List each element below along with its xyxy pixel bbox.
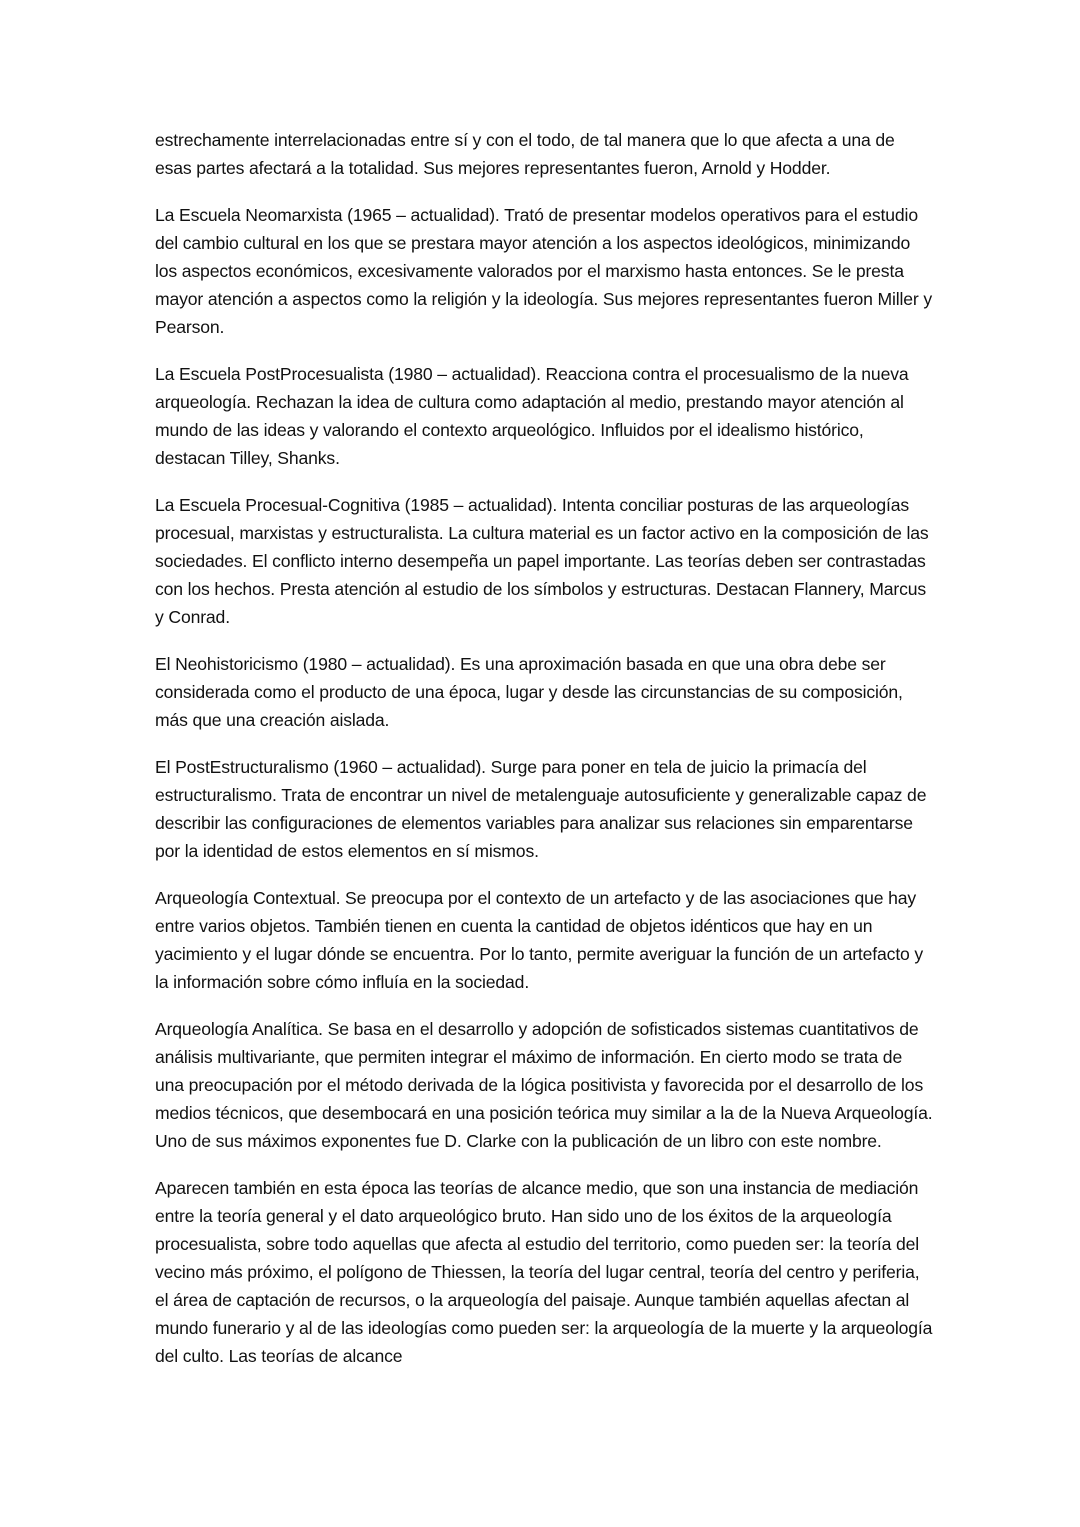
paragraph-contextual-archaeology: Arqueología Contextual. Se preocupa por el contexto de un artefacto y de las asociaciones que hay entre varios objetos. También tienen en cuenta la cantidad de objetos idénticos que hay en un yacimiento y el lugar dónde se encuentra. Por lo tanto, permite averiguar la función de un artefacto y la información sobre cómo influía en la sociedad. <box>155 887 924 992</box>
paragraph-neohistoricism: El Neohistoricismo (1980 – actualidad). Es una aproximación basada en que una obra debe ser considerada como el producto de una época, lugar y desde las circunstancias de su composición, más que una creación aislada. <box>155 653 903 731</box>
paragraph-neomarxist-school: La Escuela Neomarxista (1965 – actualidad). Trató de presentar modelos operativos para el estudio del cambio cultural en los que se prestara mayor atención a los aspectos ideológicos, minimizando los aspectos económicos, excesivamente valorados por el marxismo hasta entonces. Se le presta mayor atención a aspectos como la religión y la ideología. Sus mejores representantes fueron Miller y Pearson. <box>155 204 932 338</box>
document-body <box>155 126 935 1370</box>
paragraph-analytical-archaeology: Arqueología Analítica. Se basa en el desarrollo y adopción de sofisticados sistemas cuantitativos de análisis multivariante, que permiten integrar el máximo de información. En cierto modo se trata de una preocupación por el método derivada de la lógica positivista y favorecida por el desarrollo de los medios técnicos, que desembocará en una posición teórica muy similar a la de la Nueva Arqueología. Uno de sus máximos exponentes fue D. Clarke con la publicación de un libro con este nombre. <box>155 1018 933 1152</box>
paragraph-holism-continuation: estrechamente interrelacionadas entre sí y con el todo, de tal manera que lo que afecta a una de esas partes afectará a la totalidad. Sus mejores representantes fueron, Arnold y Hodder. <box>155 130 895 179</box>
paragraph-postprocessual-school: La Escuela PostProcesualista (1980 – actualidad). Reacciona contra el procesualismo de la nueva arqueología. Rechazan la idea de cultura como adaptación al medio, prestando mayor atención al mundo de las ideas y valorando el contexto arqueológico. Influidos por el idealismo histórico, destacan Tilley, Shanks. <box>155 363 909 469</box>
paragraph-middle-range-theories: Aparecen también en esta época las teorías de alcance medio, que son una instancia de mediación entre la teoría general y el dato arqueológico bruto. Han sido uno de los éxitos de la arqueología procesualista, sobre todo aquellas que afecta al estudio del territorio, como pueden ser: la teoría del vecino más próximo, el polígono de Thiessen, la teoría del lugar central, teoría del centro y periferia, el área de captación de recursos, o la arqueología del paisaje. Aunque también aquellas afectan al mundo funerario y al de las ideologías como pueden ser: la arqueología de la muerte y la arqueología del culto. Las teorías de alcance <box>155 1177 933 1367</box>
paragraph-poststructuralism: El PostEstructuralismo (1960 – actualidad). Surge para poner en tela de juicio la primacía del estructuralismo. Trata de encontrar un nivel de metalenguaje autosuficiente y generalizable capaz de describir las configuraciones de elementos variables para analizar sus relaciones sin emparentarse por la identidad de estos elementos en sí mismos. <box>155 756 927 862</box>
paragraph-processual-cognitive-school: La Escuela Procesual-Cognitiva (1985 – actualidad). Intenta conciliar posturas de las arqueologías procesual, marxistas y estructuralista. La cultura material es un factor activo en la composición de las sociedades. El conflicto interno desempeña un papel importante. Las teorías deben ser contrastadas con los hechos. Presta atención al estudio de los símbolos y estructuras. Destacan Flannery, Marcus y Conrad. <box>155 494 929 628</box>
